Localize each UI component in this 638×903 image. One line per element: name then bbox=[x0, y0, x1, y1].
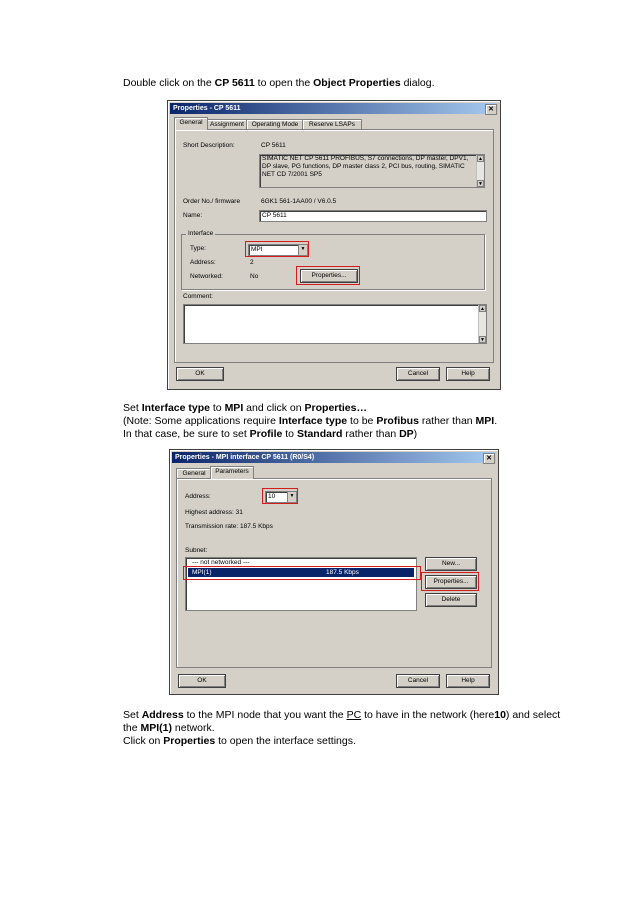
order-number-label: Order No./ firmware bbox=[183, 198, 241, 205]
middle-l3e: rather than bbox=[342, 428, 400, 440]
middle-l3c: to bbox=[282, 428, 297, 440]
intro-text-3: dialog. bbox=[400, 77, 435, 89]
middle-l3a: In that case, be sure to set bbox=[123, 428, 250, 440]
tab-assignment[interactable]: Assignment bbox=[206, 119, 248, 130]
subnet-item-not-networked[interactable]: --- not networked --- bbox=[192, 559, 250, 566]
intro-text-1: Double click on the bbox=[123, 77, 215, 89]
comment-scroll-up-icon[interactable]: ▲ bbox=[480, 306, 485, 312]
subnet-item-mpi1-rate: 187.5 Kbps bbox=[326, 569, 359, 576]
bottom-l1a: Set bbox=[123, 709, 142, 721]
middle-l2f: MPI bbox=[475, 415, 495, 427]
middle-l2e: rather than bbox=[418, 415, 476, 427]
middle-l2d: Profibus bbox=[376, 415, 419, 427]
chevron-down-icon[interactable]: ▼ bbox=[298, 245, 307, 255]
long-description-text: SIMATIC NET CP 5611 PROFIBUS, S7 connections, DP master, DPV1, DP slave, PG functions, DP master class 2, PCI bus, routing, SIMATIC NET CD 7/2001 SP5 bbox=[262, 155, 469, 178]
bottom-l3c: to open the interface settings. bbox=[215, 735, 356, 747]
tab-general[interactable]: General bbox=[174, 117, 208, 130]
subnet-properties-highlight-box bbox=[421, 572, 479, 591]
tab-parameters[interactable]: Parameters bbox=[210, 466, 254, 479]
bottom-l1c: to the MPI node that you want the bbox=[183, 709, 347, 721]
short-description-label: Short Description: bbox=[183, 142, 235, 149]
properties-cp5611-dialog bbox=[167, 100, 501, 390]
dialog1-title: Properties - CP 5611 bbox=[173, 105, 241, 112]
ok-button[interactable]: OK bbox=[178, 674, 226, 688]
type-highlight-box bbox=[245, 241, 309, 257]
middle-l2c: to be bbox=[347, 415, 377, 427]
interface-group bbox=[181, 230, 485, 290]
bottom-l1d: PC bbox=[346, 709, 362, 721]
interface-group-title: Interface bbox=[188, 230, 214, 237]
middle-l2a: (Note: Some applications require bbox=[123, 415, 279, 427]
middle-l1b: Interface type bbox=[141, 402, 210, 414]
tab-operating-mode[interactable]: Operating Mode bbox=[246, 119, 304, 130]
bottom-line-2 bbox=[123, 722, 560, 735]
long-description-scrollbar[interactable] bbox=[476, 155, 484, 187]
middle-l1e: and click on bbox=[243, 402, 305, 414]
address-label: Address: bbox=[190, 259, 216, 266]
bottom-l3a: Click on bbox=[123, 735, 164, 747]
middle-l2b: Interface type bbox=[278, 415, 348, 427]
delete-subnet-button[interactable]: Delete bbox=[425, 593, 477, 607]
dialog2-parameters-panel bbox=[176, 478, 492, 668]
address-highlight-box bbox=[262, 488, 298, 504]
cancel-button[interactable]: Cancel bbox=[396, 674, 440, 688]
networked-label: Networked: bbox=[190, 273, 223, 280]
name-input[interactable]: CP 5611 bbox=[259, 210, 487, 222]
mpi-interface-dialog bbox=[169, 449, 499, 695]
intro-bold-cp5611: CP 5611 bbox=[214, 77, 255, 89]
order-number-value: 6GK1 561-1AA00 / V6.0.5 bbox=[261, 198, 337, 205]
transmission-rate-label: Transmission rate: 187.5 Kbps bbox=[185, 523, 273, 530]
intro-paragraph bbox=[123, 77, 435, 90]
bottom-l2c: network. bbox=[172, 722, 215, 734]
dialog1-close-icon[interactable]: ✕ bbox=[485, 104, 497, 115]
subnet-properties-button[interactable]: Properties... bbox=[425, 575, 477, 589]
long-description-field bbox=[259, 154, 485, 188]
comment-scrollbar[interactable] bbox=[478, 305, 486, 343]
intro-text-2: to open the bbox=[254, 77, 314, 89]
bottom-l2a: the bbox=[123, 722, 141, 734]
interface-properties-button[interactable]: Properties... bbox=[300, 269, 358, 283]
scroll-up-icon[interactable]: ▲ bbox=[478, 156, 483, 162]
bottom-l1g: ) and select bbox=[505, 709, 561, 721]
tab-general[interactable]: General bbox=[176, 468, 212, 479]
middle-l1a: Set bbox=[123, 402, 142, 414]
middle-line-1 bbox=[123, 402, 497, 415]
middle-l3b: Profile bbox=[249, 428, 283, 440]
type-label: Type: bbox=[190, 245, 206, 252]
dialog2-close-icon[interactable]: ✕ bbox=[483, 453, 495, 464]
bottom-l1b: Address bbox=[141, 709, 184, 721]
tab-reserve-lsaps[interactable]: Reserve LSAPs bbox=[302, 119, 362, 130]
type-dropdown-value: MPI bbox=[251, 246, 263, 253]
address-dropdown-value: 10 bbox=[268, 493, 276, 500]
networked-value: No bbox=[250, 273, 259, 280]
dialog1-general-panel bbox=[174, 129, 494, 363]
bottom-l3b: Properties bbox=[163, 735, 216, 747]
middle-l3f: DP bbox=[399, 428, 414, 440]
bottom-line-1 bbox=[123, 709, 560, 722]
dialog2-title: Properties - MPI interface CP 5611 (R0/S4) bbox=[175, 454, 315, 461]
subnet-item-mpi1-name: MPI(1) bbox=[192, 569, 212, 576]
middle-l1d: MPI bbox=[224, 402, 244, 414]
middle-l1f: Properties… bbox=[304, 402, 367, 414]
bottom-l1e: to have in the network (here bbox=[361, 709, 495, 721]
dialog2-titlebar bbox=[172, 452, 496, 463]
properties-highlight-box bbox=[296, 266, 360, 285]
bottom-l1f: 10 bbox=[494, 709, 506, 721]
middle-l3g: ) bbox=[413, 428, 418, 440]
middle-line-3 bbox=[123, 428, 497, 441]
comment-label: Comment: bbox=[183, 293, 213, 300]
middle-l3d: Standard bbox=[296, 428, 343, 440]
help-button[interactable]: Help bbox=[446, 367, 490, 381]
short-description-value: CP 5611 bbox=[261, 142, 286, 149]
subnet-label: Subnet: bbox=[185, 547, 208, 554]
dialog1-titlebar bbox=[170, 103, 498, 114]
bottom-l2b: MPI(1) bbox=[140, 722, 173, 734]
bottom-paragraph bbox=[123, 709, 560, 748]
address-label: Address: bbox=[185, 493, 211, 500]
bottom-line-3 bbox=[123, 735, 560, 748]
chevron-down-icon[interactable]: ▼ bbox=[287, 492, 296, 502]
middle-l2g: . bbox=[494, 415, 498, 427]
highest-address-label: Highest address: 31 bbox=[185, 509, 243, 516]
mpi1-highlight-box bbox=[183, 566, 421, 580]
comment-textarea[interactable] bbox=[183, 304, 487, 344]
scroll-down-icon[interactable]: ▼ bbox=[478, 181, 483, 187]
address-value: 2 bbox=[250, 259, 254, 266]
middle-paragraph bbox=[123, 402, 497, 441]
ok-button[interactable]: OK bbox=[176, 367, 224, 381]
name-label: Name: bbox=[183, 212, 203, 219]
intro-bold-object-properties: Object Properties bbox=[313, 77, 401, 89]
cancel-button[interactable]: Cancel bbox=[396, 367, 440, 381]
new-subnet-button[interactable]: New... bbox=[425, 557, 477, 571]
middle-line-2 bbox=[123, 415, 497, 428]
middle-l1c: to bbox=[209, 402, 225, 414]
comment-scroll-down-icon[interactable]: ▼ bbox=[480, 337, 485, 343]
help-button[interactable]: Help bbox=[446, 674, 490, 688]
